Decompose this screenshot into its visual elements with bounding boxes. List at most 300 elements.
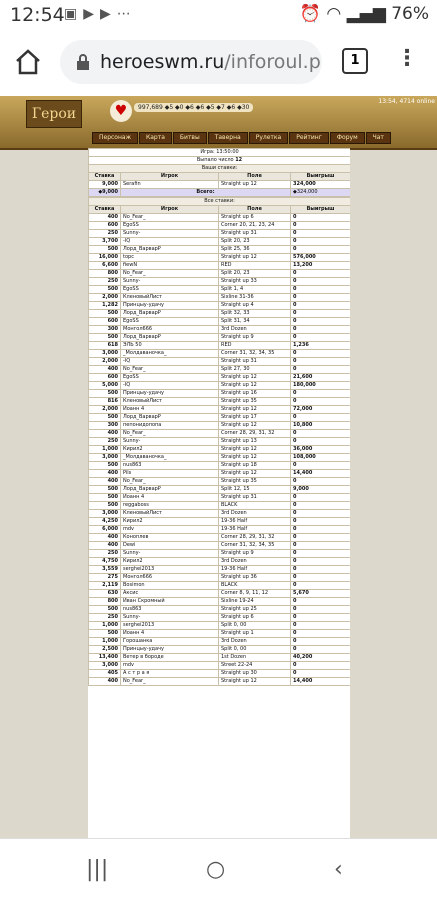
player-link[interactable]: mdv — [121, 662, 219, 670]
player-link[interactable]: EgoSS — [121, 286, 219, 294]
bet-field: Straight up 9 — [219, 334, 291, 342]
player-link[interactable]: А с т р а я — [121, 670, 219, 678]
win-amount: 0 — [291, 390, 351, 398]
bet-field: Split 25, 36 — [219, 246, 291, 254]
player-link[interactable]: EgoSS — [121, 374, 219, 382]
win-amount: 0 — [291, 670, 351, 678]
my-bet-win: 324,000 — [291, 181, 351, 189]
bet-field: Straight up 31 — [219, 494, 291, 502]
bet-amount: 2,000 — [89, 406, 121, 414]
player-link[interactable]: fiewN — [121, 262, 219, 270]
table-row — [89, 630, 351, 638]
bet-amount: 816 — [89, 398, 121, 406]
game-logo[interactable]: Герои — [26, 100, 82, 128]
player-link[interactable]: Sunny- — [121, 438, 219, 446]
win-amount: 0 — [291, 278, 351, 286]
win-amount: 14,400 — [291, 678, 351, 686]
bet-amount: 1,000 — [89, 622, 121, 630]
player-link[interactable]: -IQ — [121, 238, 219, 246]
bet-amount: 400 — [89, 214, 121, 222]
browser-toolbar — [0, 30, 437, 97]
player-link[interactable]: EgoSS — [121, 222, 219, 230]
bet-amount: 400 — [89, 542, 121, 550]
nav-chat[interactable]: Чат — [366, 132, 391, 144]
bet-field: Straight up 35 — [219, 398, 291, 406]
notification-icons: ▣▶▶⋯ — [64, 6, 137, 22]
bet-field: Sixline 31-36 — [219, 294, 291, 302]
bet-field: Split 27, 30 — [219, 366, 291, 374]
win-amount: 0 — [291, 606, 351, 614]
bet-amount: 2,000 — [89, 294, 121, 302]
bet-field: 19-36 Half — [219, 518, 291, 526]
bet-amount: 405 — [89, 670, 121, 678]
bet-field: Straight up 33 — [219, 278, 291, 286]
all-bets-table — [88, 197, 350, 686]
win-amount: 0 — [291, 334, 351, 342]
player-link[interactable]: reggaboss — [121, 502, 219, 510]
player-link[interactable]: Иоанн 4 — [121, 630, 219, 638]
table-row — [89, 662, 351, 670]
player-link[interactable]: Sunny- — [121, 614, 219, 622]
player-link[interactable]: Иван Скромный — [121, 598, 219, 606]
table-row — [89, 326, 351, 334]
bet-amount: 500 — [89, 310, 121, 318]
my-bet-player[interactable]: Serafin — [121, 181, 219, 189]
nav-map[interactable]: Карта — [139, 132, 172, 144]
table-row — [89, 422, 351, 430]
player-link[interactable]: No_Fear_ — [121, 430, 219, 438]
win-amount: 0 — [291, 230, 351, 238]
table-row — [89, 614, 351, 622]
your-bets-title: Ваши ставки: — [89, 165, 351, 173]
bet-field: RED — [219, 342, 291, 350]
status-bar — [0, 0, 437, 30]
player-link[interactable]: Лорд_ВарварР — [121, 310, 219, 318]
bet-field: Split 0, 00 — [219, 646, 291, 654]
bet-field: Split 0, 00 — [219, 622, 291, 630]
bet-field: 19-36 Half — [219, 566, 291, 574]
col-player: Игрок — [121, 206, 219, 214]
table-row — [89, 654, 351, 662]
tab-switcher-button[interactable]: 1 — [342, 48, 368, 74]
nav-roulette[interactable]: Рулетка — [249, 132, 289, 144]
player-link[interactable]: Pils — [121, 470, 219, 478]
table-row — [89, 278, 351, 286]
bet-amount: 250 — [89, 614, 121, 622]
bet-field: Straight up 36 — [219, 574, 291, 582]
bet-amount: 600 — [89, 318, 121, 326]
bet-amount: 6,600 — [89, 262, 121, 270]
table-row — [89, 486, 351, 494]
bet-field: Split 1, 4 — [219, 286, 291, 294]
address-bar[interactable] — [60, 40, 322, 84]
bet-field: Straight up 17 — [219, 414, 291, 422]
bet-field: Straight up 35 — [219, 478, 291, 486]
roulette-results — [88, 148, 350, 838]
bet-field: Split 20, 23 — [219, 238, 291, 246]
table-row — [89, 318, 351, 326]
bet-amount: 600 — [89, 222, 121, 230]
bet-field: Straight up 13 — [219, 438, 291, 446]
bet-amount: 500 — [89, 286, 121, 294]
col-win: Выигрыш — [291, 173, 351, 181]
bet-field: Straight up 1 — [219, 630, 291, 638]
table-row — [89, 678, 351, 686]
player-link[interactable]: Принцыу-удачу — [121, 646, 219, 654]
bet-amount: 500 — [89, 390, 121, 398]
player-link[interactable]: mdv — [121, 526, 219, 534]
online-counter: 13:54, 4714 online — [378, 98, 435, 105]
player-link[interactable]: _Молдаваночка_ — [121, 350, 219, 358]
player-link[interactable]: Кирил2 — [121, 558, 219, 566]
win-amount: 10,800 — [291, 422, 351, 430]
my-bet-field: Straight up 12 — [219, 181, 291, 189]
win-amount: 0 — [291, 214, 351, 222]
bet-amount: 500 — [89, 246, 121, 254]
table-row — [89, 390, 351, 398]
bet-amount: 400 — [89, 470, 121, 478]
player-link[interactable]: Аксис — [121, 590, 219, 598]
win-amount: 0 — [291, 510, 351, 518]
total-row — [89, 189, 351, 197]
bet-amount: 300 — [89, 326, 121, 334]
player-link[interactable]: Коноплев — [121, 534, 219, 542]
resources-bar: 997,689 ◆5 ◆0 ◆6 ◆6 ◆5 ◆7 ◆6 ◆30 — [134, 103, 253, 112]
player-link[interactable]: КленовыйЛист — [121, 398, 219, 406]
nav-tavern[interactable]: Таверна — [208, 132, 248, 144]
more-menu-icon[interactable]: ⋮ — [396, 46, 418, 71]
player-link[interactable]: Горошанка — [121, 638, 219, 646]
my-bet-row — [89, 181, 351, 189]
table-row — [89, 438, 351, 446]
alarm-icon: ⏰ — [299, 4, 321, 24]
bet-field: 1st Dozen — [219, 654, 291, 662]
table-row — [89, 550, 351, 558]
player-link[interactable]: Лорд_ВарварР — [121, 246, 219, 254]
table-row — [89, 230, 351, 238]
table-row — [89, 646, 351, 654]
bet-field: Straight up 12 — [219, 678, 291, 686]
bet-field: Straight up 4 — [219, 302, 291, 310]
bet-field: Split 32, 33 — [219, 310, 291, 318]
total-bet: ◆9,000 — [89, 189, 121, 197]
win-amount: 0 — [291, 310, 351, 318]
my-bet-amount: 9,000 — [89, 181, 121, 189]
table-row — [89, 246, 351, 254]
bet-amount: 600 — [89, 374, 121, 382]
table-row — [89, 374, 351, 382]
win-amount: 0 — [291, 238, 351, 246]
player-link[interactable]: _Молдаваночка_ — [121, 454, 219, 462]
player-link[interactable]: Принцыу-удачу — [121, 302, 219, 310]
player-link[interactable]: Dewi — [121, 542, 219, 550]
player-link[interactable]: nus863 — [121, 462, 219, 470]
table-row — [89, 446, 351, 454]
win-amount: 0 — [291, 222, 351, 230]
player-link[interactable]: КленовыйЛист — [121, 294, 219, 302]
nav-battles[interactable]: Битвы — [173, 132, 207, 144]
bet-field: BLACK — [219, 502, 291, 510]
win-amount: 0 — [291, 398, 351, 406]
win-amount: 576,000 — [291, 254, 351, 262]
table-row — [89, 622, 351, 630]
bet-field: 3rd Dozen — [219, 510, 291, 518]
bet-amount: 4,750 — [89, 558, 121, 566]
table-row — [89, 342, 351, 350]
bet-field: Corner 8, 9, 11, 12 — [219, 590, 291, 598]
win-amount: 0 — [291, 366, 351, 374]
player-link[interactable]: Лорд_ВарварР — [121, 414, 219, 422]
player-link[interactable]: -IQ — [121, 358, 219, 366]
back-icon[interactable]: ‹ — [334, 857, 343, 882]
bet-amount: 500 — [89, 414, 121, 422]
win-amount: 0 — [291, 542, 351, 550]
bet-amount: 800 — [89, 598, 121, 606]
player-link[interactable]: Лорд_ВарварР — [121, 334, 219, 342]
player-link[interactable]: Иоанн 4 — [121, 406, 219, 414]
player-link[interactable]: serghei2013 — [121, 566, 219, 574]
player-link[interactable]: пепонидопопа — [121, 422, 219, 430]
player-link[interactable]: Монгол666 — [121, 574, 219, 582]
all-bets-rows — [89, 214, 351, 686]
bet-amount: 3,559 — [89, 566, 121, 574]
win-amount: 0 — [291, 638, 351, 646]
table-row — [89, 302, 351, 310]
table-row — [89, 518, 351, 526]
bet-amount: 500 — [89, 462, 121, 470]
bet-amount: 1,000 — [89, 638, 121, 646]
table-row — [89, 542, 351, 550]
your-bets-header — [89, 173, 351, 181]
bet-amount: 1,282 — [89, 302, 121, 310]
win-amount: 36,000 — [291, 446, 351, 454]
bet-amount: 16,000 — [89, 254, 121, 262]
player-link[interactable]: Лорд_ВарварР — [121, 486, 219, 494]
result-line — [89, 157, 351, 165]
win-amount: 0 — [291, 598, 351, 606]
bet-field: Straight up 6 — [219, 214, 291, 222]
bet-amount: 400 — [89, 534, 121, 542]
col-field: Поле — [219, 206, 291, 214]
win-amount: 0 — [291, 414, 351, 422]
table-row — [89, 470, 351, 478]
nav-rating[interactable]: Рейтинг — [289, 132, 329, 144]
bet-field: Corner 31, 32, 34, 35 — [219, 542, 291, 550]
win-amount: 0 — [291, 286, 351, 294]
gold-icon: ◆ — [98, 189, 103, 195]
bet-amount: 500 — [89, 334, 121, 342]
win-amount: 0 — [291, 358, 351, 366]
table-row — [89, 398, 351, 406]
url-text — [100, 51, 321, 73]
player-link[interactable]: ЭЛЬ 50 — [121, 342, 219, 350]
win-amount: 0 — [291, 582, 351, 590]
player-link[interactable]: EgoSS — [121, 318, 219, 326]
bet-field: Split 12, 15 — [219, 486, 291, 494]
recent-apps-icon[interactable]: ||| — [86, 857, 109, 882]
table-row — [89, 350, 351, 358]
win-amount: 0 — [291, 294, 351, 302]
win-amount: 0 — [291, 662, 351, 670]
bet-amount: 400 — [89, 366, 121, 374]
table-row — [89, 638, 351, 646]
table-row — [89, 286, 351, 294]
bet-field: Straight up 25 — [219, 606, 291, 614]
table-row — [89, 294, 351, 302]
bet-amount: 250 — [89, 550, 121, 558]
bet-field: Corner 20, 21, 23, 24 — [219, 222, 291, 230]
win-amount: 0 — [291, 270, 351, 278]
bet-amount: 2,000 — [89, 358, 121, 366]
table-row — [89, 510, 351, 518]
bet-field: Street 22-24 — [219, 662, 291, 670]
bet-amount: 275 — [89, 574, 121, 582]
win-amount: 0 — [291, 246, 351, 254]
win-amount: 0 — [291, 438, 351, 446]
url-path: /inforoul.p — [224, 51, 321, 73]
table-row — [89, 670, 351, 678]
nav-character[interactable]: Персонаж — [92, 132, 138, 144]
lock-icon — [76, 53, 90, 71]
status-time: 12:54 — [10, 4, 65, 26]
table-row — [89, 254, 351, 262]
win-amount: 21,600 — [291, 374, 351, 382]
wifi-icon: ◠ — [326, 4, 342, 24]
total-win: ◆324,000 — [291, 189, 351, 197]
table-row — [89, 382, 351, 390]
bet-field: Split 31, 34 — [219, 318, 291, 326]
health-heart-icon[interactable]: ♥ — [110, 100, 132, 122]
home-icon[interactable] — [14, 48, 42, 76]
win-amount: 72,000 — [291, 406, 351, 414]
player-link[interactable]: Кирил2 — [121, 518, 219, 526]
bet-field: Straight up 12 — [219, 254, 291, 262]
win-amount: 0 — [291, 430, 351, 438]
all-bets-title: Все ставки: — [89, 198, 351, 206]
table-row — [89, 366, 351, 374]
nav-forum[interactable]: Форум — [330, 132, 365, 144]
player-link[interactable]: No_Fear_ — [121, 678, 219, 686]
win-amount: 9,000 — [291, 486, 351, 494]
bet-field: Straight up 12 — [219, 470, 291, 478]
player-link[interactable]: No_Fear_ — [121, 478, 219, 486]
bet-field: Corner 31, 32, 34, 35 — [219, 350, 291, 358]
player-link[interactable]: topc — [121, 254, 219, 262]
win-amount: 40,200 — [291, 654, 351, 662]
player-link[interactable]: Иоанн 4 — [121, 494, 219, 502]
win-amount: 108,000 — [291, 454, 351, 462]
bet-field: 3rd Dozen — [219, 638, 291, 646]
bet-amount: 3,000 — [89, 662, 121, 670]
player-link[interactable]: Sunny- — [121, 550, 219, 558]
player-link[interactable]: No_Fear_ — [121, 270, 219, 278]
home-circle-icon[interactable]: ○ — [206, 857, 226, 882]
bet-field: Straight up 6 — [219, 614, 291, 622]
bet-field: Straight up 31 — [219, 358, 291, 366]
table-row — [89, 270, 351, 278]
bet-field: Split 20, 23 — [219, 270, 291, 278]
win-amount: 0 — [291, 622, 351, 630]
result-number: 12 — [235, 157, 243, 163]
table-row — [89, 462, 351, 470]
bet-field: Straight up 9 — [219, 550, 291, 558]
player-link[interactable]: serghei2013 — [121, 622, 219, 630]
player-link[interactable]: Sunny- — [121, 278, 219, 286]
table-row — [89, 262, 351, 270]
player-link[interactable]: Ветер в бороде — [121, 654, 219, 662]
bet-amount: 2,119 — [89, 582, 121, 590]
win-amount: 180,000 — [291, 382, 351, 390]
bet-amount: 500 — [89, 502, 121, 510]
bet-amount: 250 — [89, 230, 121, 238]
total-label: Всего: — [121, 189, 291, 197]
bet-field: Corner 28, 29, 31, 32 — [219, 534, 291, 542]
player-link[interactable]: nus863 — [121, 606, 219, 614]
win-amount: 0 — [291, 614, 351, 622]
table-row — [89, 430, 351, 438]
player-link[interactable]: -IQ — [121, 382, 219, 390]
url-domain: heroeswm.ru — [100, 51, 225, 73]
player-link[interactable]: КленовыйЛист — [121, 510, 219, 518]
player-link[interactable]: Bosimon — [121, 582, 219, 590]
player-link[interactable]: Кирил2 — [121, 446, 219, 454]
bet-amount: 3,000 — [89, 454, 121, 462]
bet-field: Straight up 12 — [219, 382, 291, 390]
table-row — [89, 454, 351, 462]
bet-field: Corner 28, 29, 31, 32 — [219, 430, 291, 438]
bet-amount: 6,000 — [89, 526, 121, 534]
bet-amount: 800 — [89, 270, 121, 278]
win-amount: 0 — [291, 574, 351, 582]
status-right — [300, 4, 429, 24]
win-amount: 5,670 — [291, 590, 351, 598]
win-amount: 0 — [291, 630, 351, 638]
table-row — [89, 214, 351, 222]
table-row — [89, 358, 351, 366]
bet-field: 3rd Dozen — [219, 558, 291, 566]
table-row — [89, 494, 351, 502]
bet-amount: 400 — [89, 478, 121, 486]
gold-icon: ◆ — [293, 189, 297, 195]
bet-amount: 1,000 — [89, 446, 121, 454]
bet-field: Straight up 12 — [219, 446, 291, 454]
signal-icon: ▂▄▆ — [346, 4, 386, 24]
win-amount: 0 — [291, 566, 351, 574]
bet-amount: 13,400 — [89, 654, 121, 662]
table-row — [89, 582, 351, 590]
player-link[interactable]: Принцыу-удачу — [121, 390, 219, 398]
table-row — [89, 310, 351, 318]
player-link[interactable]: No_Fear_ — [121, 214, 219, 222]
table-row — [89, 334, 351, 342]
player-link[interactable]: Sunny- — [121, 230, 219, 238]
player-link[interactable]: No_Fear_ — [121, 366, 219, 374]
all-bets-header — [89, 206, 351, 214]
win-amount: 0 — [291, 494, 351, 502]
player-link[interactable]: Монгол666 — [121, 326, 219, 334]
bet-amount: 3,000 — [89, 510, 121, 518]
bet-amount: 250 — [89, 278, 121, 286]
bet-field: Sixline 19-24 — [219, 598, 291, 606]
table-row — [89, 222, 351, 230]
win-amount: 0 — [291, 326, 351, 334]
bet-amount: 400 — [89, 678, 121, 686]
bet-amount: 500 — [89, 606, 121, 614]
table-row — [89, 414, 351, 422]
win-amount: 14,400 — [291, 470, 351, 478]
game-nav — [92, 132, 392, 144]
table-row — [89, 526, 351, 534]
